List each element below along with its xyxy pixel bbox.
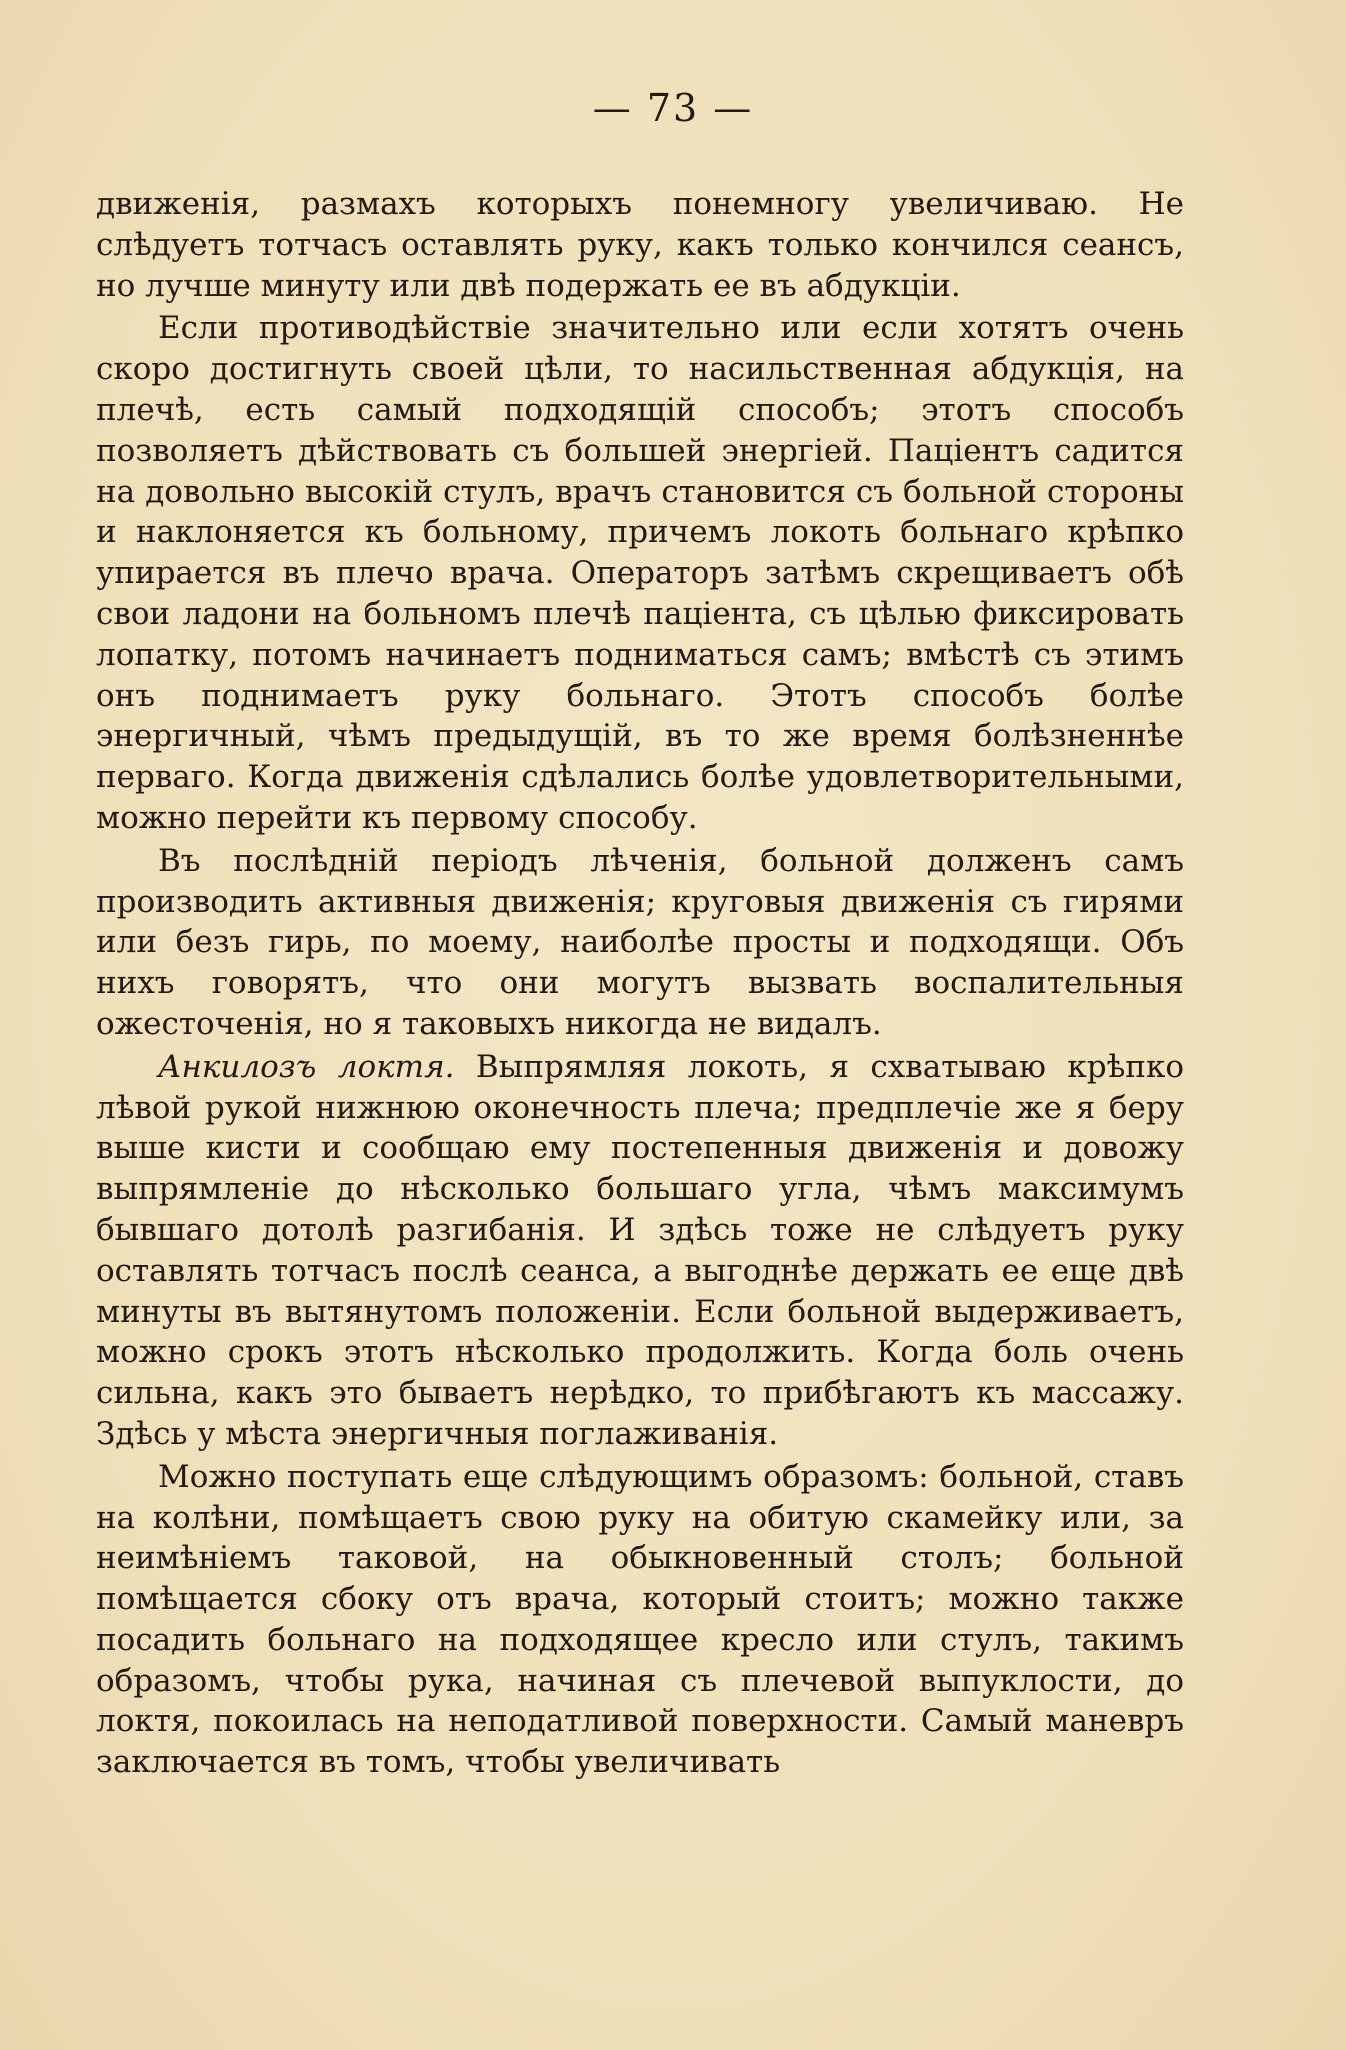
paragraph-ankylosis-elbow [96, 1047, 1184, 1455]
body-text [96, 184, 1184, 1783]
paragraph [96, 841, 1184, 1045]
section-heading-italic: Анкилозъ локтя. [158, 1048, 455, 1085]
paragraph-text: Выпрямляя локоть, я схватываю крѣпко лѣвой рукой нижнюю оконечность плеча; предплечіе же я беру выше кисти и сообщаю ему постепенныя движенія и довожу выпрямленіе до нѣсколько большаго угла, чѣмъ максимумъ бывшаго дотолѣ разгибанія. И здѣсь тоже не слѣдуетъ руку оставлять тотчасъ послѣ сеанса, а выгоднѣе держать ее еще двѣ минуты въ вытянутомъ положеніи. Если больной выдерживаетъ, можно срокъ этотъ нѣсколько продолжить. Когда боль очень сильна, какъ это бываетъ нерѣдко, то прибѣгаютъ къ массажу. Здѣсь у мѣста энергичныя поглаживанія. [96, 1048, 1184, 1452]
page-number: — 73 — [592, 86, 754, 130]
paragraph-continuation [96, 184, 1184, 306]
paragraph-text: Въ послѣдній періодъ лѣченія, больной долженъ самъ производить активныя движенія; круговыя движенія съ гирями или безъ гирь, по моему, наиболѣе просты и подходящи. Объ нихъ говорятъ, что они могутъ вызвать воспалительныя ожесточенія, но я таковыхъ никогда не видалъ. [96, 842, 1184, 1042]
paragraph-text: Можно поступать еще слѣдующимъ образомъ: больной, ставъ на колѣни, помѣщаетъ свою руку на обитую скамейку или, за неимѣніемъ таковой, на обыкновенный столъ; больной помѣщается сбоку отъ врача, который стоитъ; можно также посадить больнаго на подходящее кресло или стулъ, такимъ образомъ, чтобы рука, начиная съ плечевой выпуклости, до локтя, покоилась на неподатливой поверхности. Самый маневръ заключается въ томъ, чтобы увеличивать [96, 1458, 1184, 1781]
paragraph [96, 1457, 1184, 1783]
paragraph [96, 308, 1184, 838]
paragraph-text: движенія, размахъ которыхъ понемногу увеличиваю. Не слѣдуетъ тотчасъ оставлять руку, какъ только кончился сеансъ, но лучше минуту или двѣ подержать ее въ абдукціи. [96, 186, 1184, 304]
paragraph-text: Если противодѣйствіе значительно или если хотятъ очень скоро достигнуть своей цѣли, то насильственная абдукція, на плечѣ, есть самый подходящій способъ; этотъ способъ позволяетъ дѣйствовать съ большей энергіей. Паціентъ садится на довольно высокій стулъ, врачъ становится съ больной стороны и наклоняется къ больному, причемъ локоть больнаго крѣпко упирается въ плечо врача. Операторъ затѣмъ скрещиваетъ обѣ свои ладони на больномъ плечѣ паціента, съ цѣлью фиксировать лопатку, потомъ начинаетъ подниматься самъ; вмѣстѣ съ этимъ онъ поднимаетъ руку больнаго. Этотъ способъ болѣе энергичный, чѣмъ предыдущій, въ то же время болѣзненнѣе перваго. Когда движенія сдѣлались болѣе удовлетворительными, можно перейти къ первому способу. [96, 310, 1184, 836]
